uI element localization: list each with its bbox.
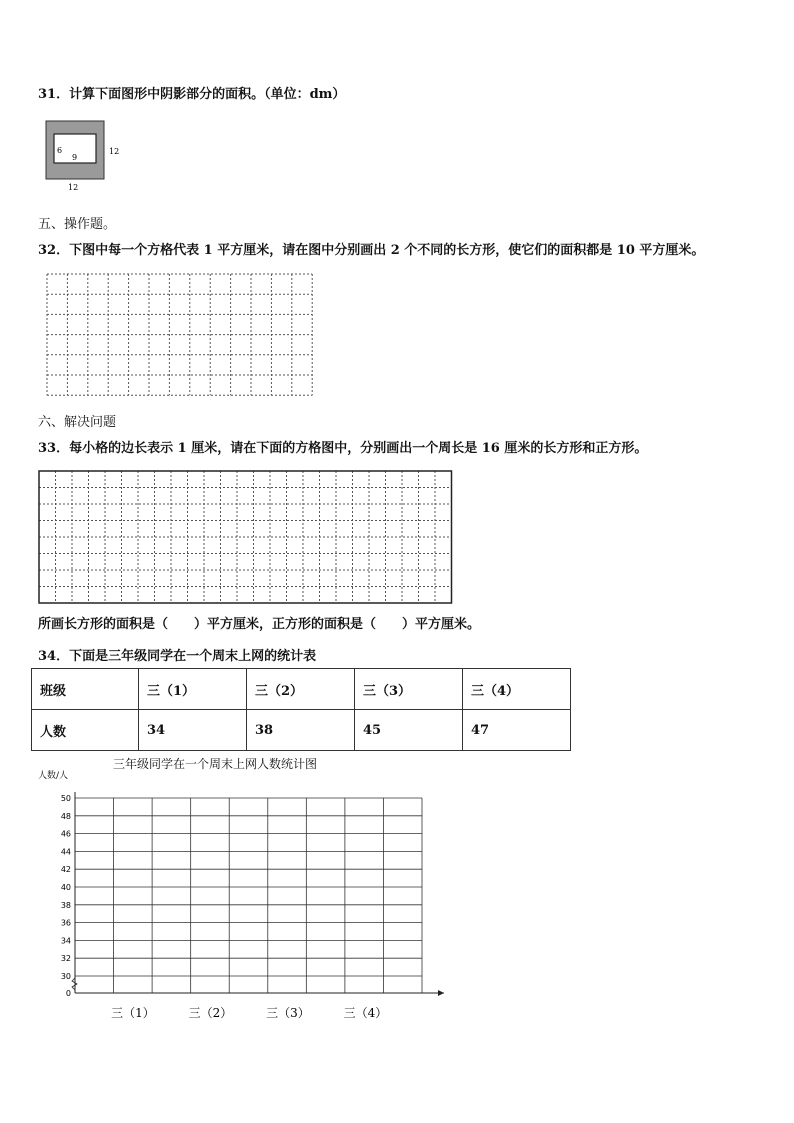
y-tick-label: 44	[60, 847, 71, 857]
x-axis-arrow	[438, 990, 444, 996]
x-category-label: 三（3）	[266, 1006, 310, 1020]
q32-grid[interactable]	[45, 272, 317, 398]
chart-title: 三年级同学在一个周末上网人数统计图	[113, 757, 318, 771]
table-cell: 45	[355, 710, 463, 751]
y-tick-label: 50	[60, 794, 71, 803]
q32-text: 32．下图中每一个方格代表 1 平方厘米，请在图中分别画出 2 个不同的长方形，使它们的面积都是 10 平方厘米。	[38, 243, 705, 258]
table-row	[32, 669, 571, 710]
table-cell: 47	[463, 710, 571, 751]
q34-text: 34．下面是三年级同学在一个周末上网的统计表	[38, 649, 317, 664]
y-tick-label: 34	[60, 936, 71, 946]
section-5-heading: 五、操作题。	[38, 217, 117, 232]
y-tick-label: 48	[60, 811, 71, 821]
y-tick-label: 46	[60, 829, 71, 839]
table-cell: 人数	[32, 710, 139, 751]
q33-answer: 所画长方形的面积是（ ）平方厘米，正方形的面积是（ ）平方厘米。	[38, 617, 481, 632]
q31-outer-h: 12	[109, 147, 120, 156]
q31-figure	[40, 118, 130, 193]
table-cell: 三（3）	[355, 669, 463, 710]
table-cell: 三（4）	[463, 669, 571, 710]
q31-inner-w: 9	[72, 153, 78, 162]
y-tick-label: 32	[60, 954, 71, 964]
q31-outer-w: 12	[68, 183, 79, 192]
x-category-label: 三（2）	[188, 1006, 233, 1020]
section-6-heading: 六、解决问题	[38, 415, 117, 430]
table-cell: 三（2）	[247, 669, 355, 710]
table-cell: 三（1）	[139, 669, 247, 710]
x-category-label: 三（4）	[343, 1006, 388, 1020]
table-cell: 38	[247, 710, 355, 751]
bar-chart-grid[interactable]	[30, 780, 460, 1030]
table-row	[32, 710, 571, 751]
q31-inner-h: 6	[57, 146, 63, 155]
y-tick-label: 40	[60, 883, 71, 892]
q31-text: 31．计算下面图形中阴影部分的面积。（单位：dm）	[38, 87, 346, 102]
y-tick-label: 42	[60, 865, 71, 875]
y-tick-label: 36	[60, 918, 71, 928]
chart-y-axis-label: 人数/人	[38, 771, 69, 781]
x-category-label: 三（1）	[111, 1006, 155, 1020]
table-cell: 班级	[32, 669, 139, 710]
y-tick-label: 0	[65, 989, 71, 998]
table-cell: 34	[139, 710, 247, 751]
q33-text: 33．每小格的边长表示 1 厘米，请在下面的方格图中，分别画出一个周长是 16 厘米的长方形和正方形。	[38, 441, 648, 456]
stats-table	[31, 668, 571, 751]
q33-grid[interactable]	[38, 469, 454, 605]
y-tick-label: 38	[60, 900, 71, 910]
y-tick-label: 30	[60, 972, 71, 981]
